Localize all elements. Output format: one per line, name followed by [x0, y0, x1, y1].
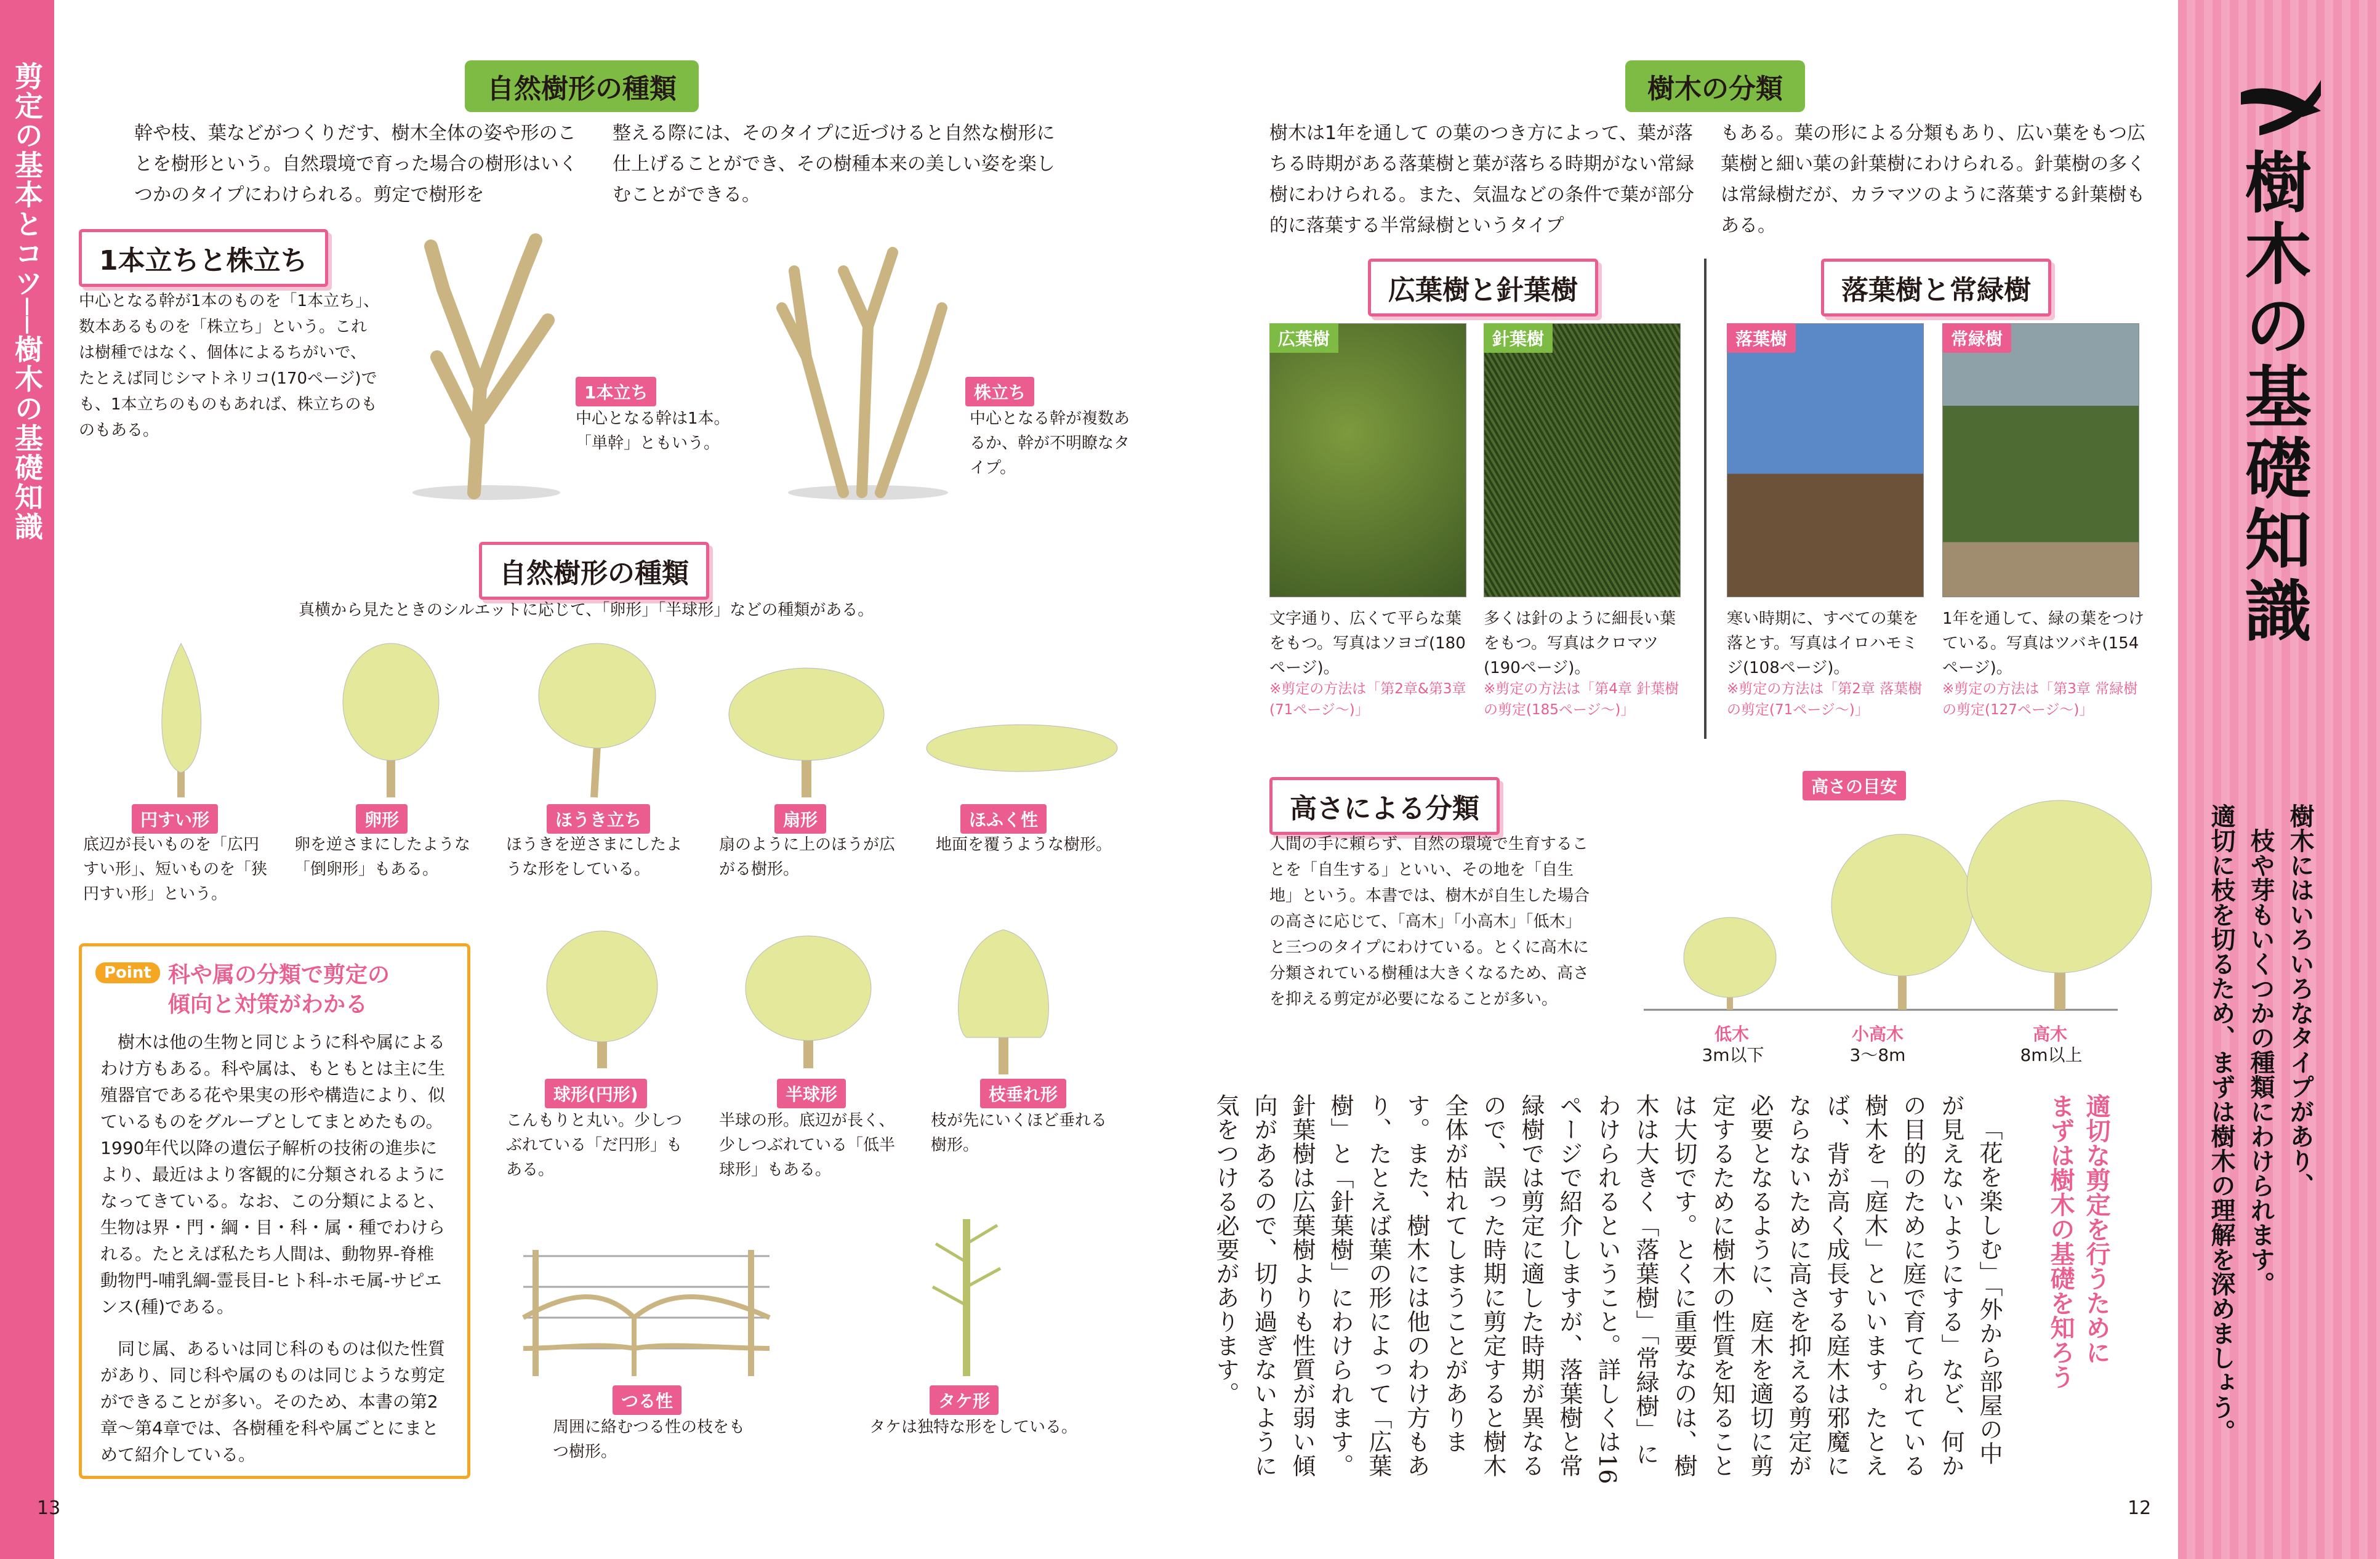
evergreen-photo: [1942, 323, 2139, 597]
height-label-tall: 高木: [2032, 1024, 2067, 1044]
shape-desc-1: 卵を逆さまにしたような「倒卵形」もある。: [294, 836, 471, 879]
ever-desc: 1年を通して、緑の葉をつけている。写真はツバキ(154ページ)。: [1942, 610, 2145, 677]
kabu-label: 株立ち: [965, 377, 1034, 406]
height-label-small: 小高木: [1851, 1024, 1904, 1044]
height-value-small: 3〜8m: [1849, 1045, 1906, 1065]
column-heading: [2043, 1094, 2114, 1488]
big-title: 樹木の基礎知識: [2233, 148, 2310, 648]
decid-tag: 落葉樹: [1727, 323, 1796, 353]
tree-shape-weeping-illustration: [948, 924, 1059, 1078]
point-title-2: 傾向と対策がわかる: [168, 992, 368, 1017]
tree-shape-bamboo-illustration: [923, 1207, 1010, 1379]
shape-label-7: 枝垂れ形: [980, 1079, 1066, 1108]
shape-label-6: 半球形: [777, 1079, 846, 1108]
column-heading-line1: 適切な剪定を行うために: [2082, 1094, 2110, 1364]
lead-col2: 枝や芽もいくつかの種類にわけられます。: [2246, 828, 2275, 1296]
height-trees-illustration: [1641, 800, 2121, 1022]
shape-desc-5: こんもりと丸い。少しつぶれている「だ円形」もある。: [506, 1111, 683, 1179]
shape-label-5: 球形(円形): [545, 1079, 647, 1108]
point-body-1: 樹木は他の生物と同じように科や属によるわけ方もある。科や属は、もともとは主に生殖器官である花や果実の形や構造により、似ているものをグループとしてまとめたもの。1990年代以降の遺伝子解析の技術の進歩により、最近はより客観的に分類されるようになってきている。なお、この分類によると、生物は界・門・綱・目・科・属・種でわけられる。たとえば私たち人間は、動物界-脊椎動物門-哺乳綱-霊長目-ヒト科-ホモ属-サピエンス(種)である。: [100, 1032, 446, 1317]
shape-desc-4: 地面を覆うような樹形。: [936, 836, 1112, 854]
height-label-low: 低木: [1714, 1024, 1749, 1044]
point-badge: Point: [95, 962, 160, 983]
lead-col1: 樹木にはいろいろなタイプがあり、: [2286, 804, 2314, 1198]
kabu-desc: 中心となる幹が複数あるか、幹が不明瞭なタイプ。: [970, 409, 1130, 477]
shape-desc-8: 周囲に絡むつる性の枝をもつ樹形。: [553, 1418, 746, 1461]
deciduous-photo: [1727, 323, 1924, 597]
left-section-title: 自然樹形の種類: [465, 60, 699, 112]
height-value-low: 3m以下: [1702, 1045, 1764, 1065]
shape-label-1: 卵形: [356, 804, 408, 834]
ippon-tree-illustration: [394, 234, 597, 505]
lead-text: [2201, 804, 2320, 1493]
height-title: 高さによる分類: [1269, 777, 1500, 835]
kabu-tree-illustration: [770, 234, 967, 505]
point-box: [79, 943, 470, 1479]
subsection-ippon-body: 中心となる幹が1本のものを「1本立ち」、数本あるものを「株立ち」という。これは樹種ではなく、個体によるちがいで、たとえば同じシマトネリコ(170ページ)でも、1本立ちのものもあれば、株立ちのものもある。: [79, 292, 380, 440]
shape-desc-0: 底辺が長いものを「広円すい形」、短いものを「狭円すい形」という。: [83, 836, 268, 903]
point-body-2: 同じ属、あるいは同じ科のものは似た性質があり、同じ科や属のものは同じような剪定ができることが多い。そのため、本書の第2章〜第4章では、各樹種を科や属ごとにまとめて紹介している。: [100, 1339, 446, 1465]
shape-desc-9: タケは独特な形をしている。: [869, 1418, 1078, 1436]
lead-col3: 適切に枝を切るため、まずは樹木の理解を深めましょう。: [2207, 804, 2235, 1444]
ippon-desc: 中心となる幹は1本。「単幹」ともいう。: [576, 409, 730, 453]
ever-note: ※剪定の方法は「第3章 常緑樹の剪定(127ページ〜)」: [1942, 681, 2138, 718]
shape-desc-7: 枝が先にいくほど垂れる樹形。: [931, 1111, 1108, 1154]
broadleaf-photo: [1269, 323, 1466, 597]
decid-desc: 寒い時期に、すべての葉を落とす。写真はイロハモミジ(108ページ)。: [1727, 610, 1919, 677]
left-intro-b: 整える際には、そのタイプに近づけると自然な樹形に仕上げることができ、その樹種本来の美しい姿を楽しむことができる。: [613, 123, 1055, 206]
tree-shape-cone-illustration: [142, 640, 222, 800]
ippon-label: 1本立ち: [576, 377, 656, 406]
shape-desc-2: ほうきを逆さまにしたような形をしている。: [506, 836, 683, 879]
shape-label-3: 扇形: [774, 804, 826, 834]
classification-body-b: もある。葉の形による分類もあり、広い葉をもつ広葉樹と細い葉の針葉樹にわけられる。針葉樹の多くは常緑樹だが、カラマツのように落葉する針葉樹もある。: [1721, 123, 2145, 236]
broad-desc: 文字通り、広くて平らな葉をもつ。写真はソヨゴ(180ページ)。: [1269, 610, 1466, 677]
tree-shape-hemisphere-illustration: [742, 930, 877, 1071]
broad-needle-title: 広葉樹と針葉樹: [1368, 259, 1598, 316]
subsection-shapes-title: 自然樹形の種類: [479, 542, 709, 600]
ever-tag: 常緑樹: [1942, 323, 2011, 353]
right-page-number: 12: [2128, 1497, 2152, 1519]
column-heading-line2: まずは樹木の基礎を知ろう: [2046, 1094, 2075, 1389]
tree-shape-sphere-illustration: [536, 930, 671, 1071]
pruning-shears-icon: [2235, 68, 2327, 142]
broad-tag: 広葉樹: [1269, 323, 1338, 353]
tree-shape-broom-illustration: [536, 640, 659, 800]
left-page-number: 13: [37, 1497, 61, 1519]
shape-desc-6: 半球の形。底辺が長く、少しつぶれている「低半球形」もある。: [719, 1111, 896, 1179]
height-guide-tag: 高さの目安: [1803, 771, 1906, 800]
height-body: 人間の手に頼らず、自然の環境で生育することを「自生する」といい、その地を「自生地」という。本書では、樹木が自生した場合の高さに応じて、「高木」「小高木」「低木」と三つのタイプにわけている。とくに高木に分類されている樹種は大きくなるため、高さを抑える剪定が必要になることが多い。: [1269, 835, 1590, 1009]
height-value-tall: 8m以上: [2020, 1045, 2083, 1065]
shapes-lead: 真横から見たときのシルエットに応じて、「卵形」「半球形」などの種類がある。: [299, 601, 874, 619]
classification-body-a: 樹木は1年を通して の葉のつき方によって、葉が落ちる時期がある落葉樹と葉が落ちる時期がない常緑樹にわけられる。また、気温などの条件で葉が部分的に落葉する半常緑樹というタイプ: [1269, 123, 1694, 236]
needleleaf-photo: [1484, 323, 1681, 597]
shape-label-2: ほうき立ち: [547, 804, 650, 834]
shape-label-9: タケ形: [930, 1385, 999, 1415]
column-body: 「花を楽しむ」「外から部屋の中が見えないようにする」など、何かの目的のために庭で育てられている樹木を「庭木」といいます。たとえば、背が高く成長する庭木は邪魔にならないために高さを抑える剪定が必要となるように、庭木を適切に剪定するために樹木の性質を知ることは大切です。とくに重要なのは、樹木は大きく「落葉樹」「常緑樹」にわけられるということ。詳しくは16ページで紹介しますが、落葉樹と常緑樹では剪定に適した時期が異なるので、誤った時期に剪定すると樹木全体が枯れてしまうことがあります。また、樹木には他のわけ方もあり、たとえば葉の形によって「広葉樹」と「針葉樹」にわけられます。針葉樹は広葉樹よりも性質が弱い傾向があるので、切り過ぎないように気をつける必要があります。: [1212, 1094, 2003, 1485]
needle-tag: 針葉樹: [1484, 323, 1553, 353]
decid-note: ※剪定の方法は「第2章 落葉樹の剪定(71ページ〜)」: [1727, 681, 1923, 718]
shape-label-0: 円すい形: [132, 804, 218, 834]
needle-note: ※剪定の方法は「第4章 針葉樹の剪定(185ページ〜)」: [1484, 681, 1679, 718]
tree-shape-fan-illustration: [726, 665, 886, 800]
subsection-ippon-title: 1本立ちと株立ち: [79, 229, 328, 287]
broad-note: ※剪定の方法は「第2章&第3章(71ページ〜)」: [1269, 681, 1466, 718]
needle-desc: 多くは針のように細長い葉をもつ。写真はクロマツ(190ページ)。: [1484, 610, 1676, 677]
right-section-title: 樹木の分類: [1625, 60, 1805, 112]
tree-shape-prostrate-illustration: [923, 714, 1120, 776]
shape-desc-3: 扇のように上のほうが広がる樹形。: [719, 836, 896, 879]
point-title-1: 科や属の分類で剪定の: [168, 962, 390, 988]
shape-label-8: つる性: [613, 1385, 681, 1415]
decid-ever-title: 落葉樹と常緑樹: [1821, 259, 2051, 316]
left-intro-a: 幹や枝、葉などがつくりだす、樹木全体の姿や形のことを樹形という。自然環境で育った場合の樹形はいくつかのタイプにわけられる。剪定で樹形を: [134, 123, 577, 206]
divider: [1704, 259, 1707, 739]
sidebar-running-head: 剪定の基本とコツ──樹木の基礎知識: [10, 62, 44, 542]
tree-shape-vine-illustration: [511, 1238, 776, 1379]
shape-label-4: ほふく性: [960, 804, 1047, 834]
tree-shape-egg-illustration: [339, 640, 443, 800]
